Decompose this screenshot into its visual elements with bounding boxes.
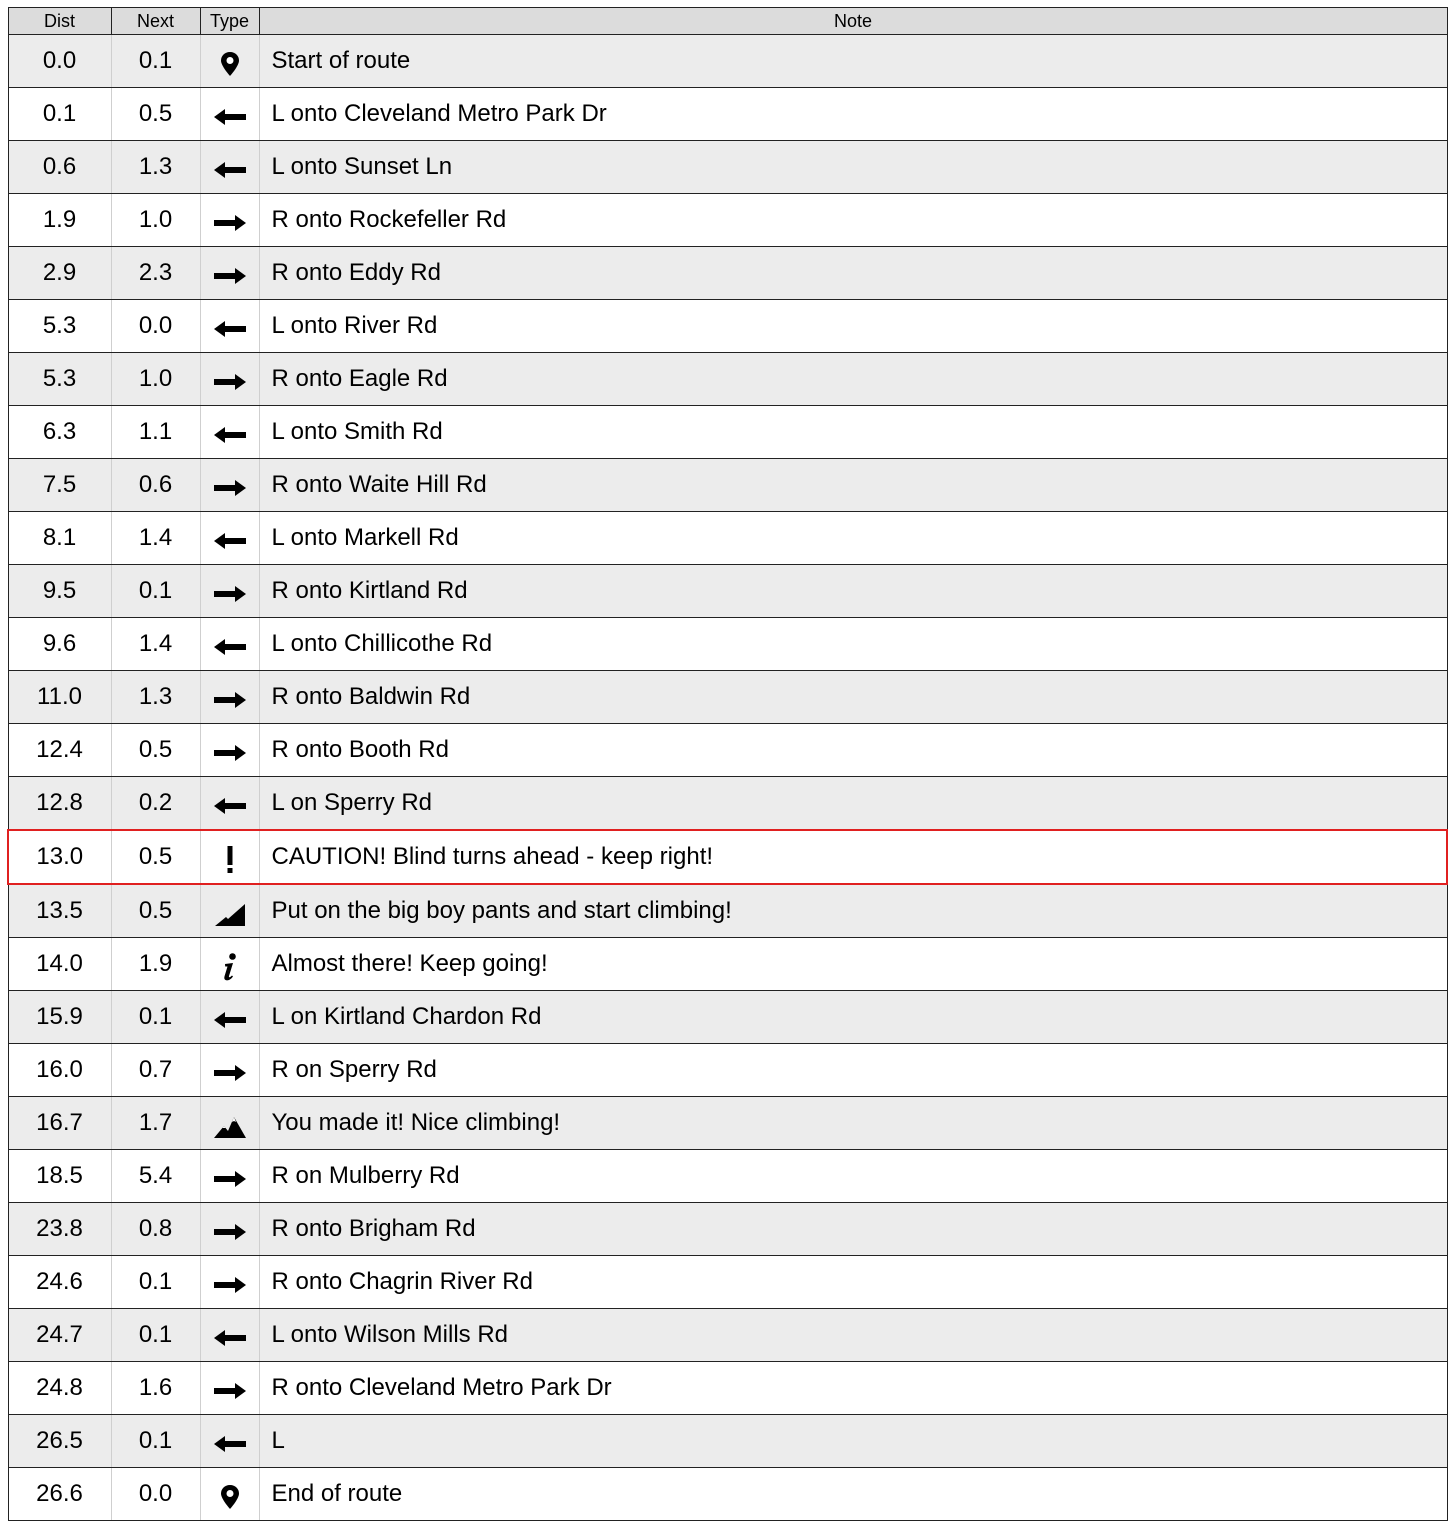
table-body: [8, 35, 1447, 1521]
left-arrow-icon: [201, 531, 259, 551]
table-row[interactable]: [8, 512, 1447, 565]
table-row-caution[interactable]: [8, 830, 1447, 884]
cell-type: [200, 938, 259, 991]
cell-type: [200, 88, 259, 141]
right-arrow-icon: [201, 1222, 259, 1242]
cell-type: [200, 247, 259, 300]
cell-dist: 9.6: [8, 618, 111, 671]
table-row[interactable]: [8, 1150, 1447, 1203]
left-arrow-icon: [201, 1328, 259, 1348]
cell-note: CAUTION! Blind turns ahead - keep right!: [259, 830, 1447, 884]
left-arrow-icon: [201, 107, 259, 127]
info-icon: [201, 952, 259, 982]
table-row[interactable]: [8, 1203, 1447, 1256]
header-row: [8, 8, 1447, 35]
right-arrow-icon: [201, 1063, 259, 1083]
cell-dist: 16.0: [8, 1044, 111, 1097]
cell-type: [200, 194, 259, 247]
cell-dist: 13.5: [8, 884, 111, 938]
cell-next: 1.4: [111, 512, 200, 565]
cell-type: [200, 1415, 259, 1468]
table-row[interactable]: [8, 938, 1447, 991]
cell-note: L onto Wilson Mills Rd: [259, 1309, 1447, 1362]
caution-icon: [201, 845, 259, 875]
cell-note: Put on the big boy pants and start climbing!: [259, 884, 1447, 938]
cell-note: L onto Smith Rd: [259, 406, 1447, 459]
cell-note: R onto Brigham Rd: [259, 1203, 1447, 1256]
cell-note: L: [259, 1415, 1447, 1468]
cell-type: [200, 1044, 259, 1097]
table-row[interactable]: [8, 777, 1447, 831]
cell-type: [200, 565, 259, 618]
cell-type: [200, 35, 259, 88]
cell-next: 0.5: [111, 724, 200, 777]
left-arrow-icon: [201, 1434, 259, 1454]
cell-next: 1.3: [111, 671, 200, 724]
left-arrow-icon: [201, 637, 259, 657]
table-row[interactable]: [8, 1309, 1447, 1362]
right-arrow-icon: [201, 213, 259, 233]
right-arrow-icon: [201, 743, 259, 763]
cell-next: 1.3: [111, 141, 200, 194]
summit-icon: [201, 1113, 259, 1139]
right-arrow-icon: [201, 1275, 259, 1295]
cell-type: [200, 141, 259, 194]
cell-next: 0.1: [111, 1309, 200, 1362]
table-row[interactable]: [8, 884, 1447, 938]
cell-note: L on Sperry Rd: [259, 777, 1447, 831]
table-row[interactable]: [8, 194, 1447, 247]
table-row[interactable]: [8, 35, 1447, 88]
table-row[interactable]: [8, 406, 1447, 459]
cell-dist: 5.3: [8, 353, 111, 406]
cell-type: [200, 724, 259, 777]
right-arrow-icon: [201, 1381, 259, 1401]
cell-dist: 24.8: [8, 1362, 111, 1415]
cell-next: 1.0: [111, 194, 200, 247]
cell-next: 1.9: [111, 938, 200, 991]
cell-note: R onto Cleveland Metro Park Dr: [259, 1362, 1447, 1415]
cell-dist: 15.9: [8, 991, 111, 1044]
cell-next: 5.4: [111, 1150, 200, 1203]
table-row[interactable]: [8, 88, 1447, 141]
cell-note: R onto Waite Hill Rd: [259, 459, 1447, 512]
left-arrow-icon: [201, 425, 259, 445]
cell-note: R onto Rockefeller Rd: [259, 194, 1447, 247]
cell-next: 0.0: [111, 1468, 200, 1521]
cell-dist: 26.6: [8, 1468, 111, 1521]
cell-dist: 9.5: [8, 565, 111, 618]
cell-type: [200, 884, 259, 938]
cell-note: L on Kirtland Chardon Rd: [259, 991, 1447, 1044]
cell-note: R onto Eddy Rd: [259, 247, 1447, 300]
cell-note: R on Sperry Rd: [259, 1044, 1447, 1097]
right-arrow-icon: [201, 690, 259, 710]
header-next[interactable]: Next: [111, 8, 200, 35]
cell-dist: 14.0: [8, 938, 111, 991]
table-row[interactable]: [8, 1097, 1447, 1150]
cell-note: L onto River Rd: [259, 300, 1447, 353]
cell-next: 0.1: [111, 1256, 200, 1309]
table-row[interactable]: [8, 1362, 1447, 1415]
left-arrow-icon: [201, 319, 259, 339]
cell-next: 0.1: [111, 565, 200, 618]
cell-next: 0.1: [111, 35, 200, 88]
cell-type: [200, 1256, 259, 1309]
table-row[interactable]: [8, 671, 1447, 724]
table-row[interactable]: [8, 565, 1447, 618]
cell-note: End of route: [259, 1468, 1447, 1521]
cell-next: 0.2: [111, 777, 200, 831]
cell-type: [200, 353, 259, 406]
header-type[interactable]: Type: [200, 8, 259, 35]
cell-type: [200, 406, 259, 459]
table-row[interactable]: [8, 353, 1447, 406]
table-row[interactable]: [8, 991, 1447, 1044]
table-row[interactable]: [8, 618, 1447, 671]
right-arrow-icon: [201, 584, 259, 604]
cell-next: 0.7: [111, 1044, 200, 1097]
cell-dist: 11.0: [8, 671, 111, 724]
cell-next: 0.1: [111, 991, 200, 1044]
cell-type: [200, 1309, 259, 1362]
cell-note: Almost there! Keep going!: [259, 938, 1447, 991]
cell-dist: 12.4: [8, 724, 111, 777]
cell-note: You made it! Nice climbing!: [259, 1097, 1447, 1150]
cell-dist: 23.8: [8, 1203, 111, 1256]
cell-dist: 24.6: [8, 1256, 111, 1309]
table-row[interactable]: [8, 459, 1447, 512]
cell-note: R onto Eagle Rd: [259, 353, 1447, 406]
cell-type: [200, 671, 259, 724]
cell-note: R onto Booth Rd: [259, 724, 1447, 777]
cell-type: [200, 777, 259, 831]
cell-type: [200, 618, 259, 671]
right-arrow-icon: [201, 266, 259, 286]
cell-note: R onto Baldwin Rd: [259, 671, 1447, 724]
cell-next: 1.0: [111, 353, 200, 406]
cell-dist: 12.8: [8, 777, 111, 831]
cell-dist: 16.7: [8, 1097, 111, 1150]
cell-dist: 7.5: [8, 459, 111, 512]
cell-dist: 13.0: [8, 830, 111, 884]
right-arrow-icon: [201, 478, 259, 498]
cell-type: [200, 512, 259, 565]
cell-type: [200, 1203, 259, 1256]
cell-next: 0.5: [111, 884, 200, 938]
cell-next: 1.7: [111, 1097, 200, 1150]
cell-next: 0.8: [111, 1203, 200, 1256]
map-pin-icon: [201, 51, 259, 77]
table-row[interactable]: [8, 300, 1447, 353]
cell-type: [200, 1362, 259, 1415]
cell-note: R onto Chagrin River Rd: [259, 1256, 1447, 1309]
cell-next: 0.1: [111, 1415, 200, 1468]
cell-type: [200, 1468, 259, 1521]
right-arrow-icon: [201, 372, 259, 392]
table-row[interactable]: [8, 1415, 1447, 1468]
header-dist[interactable]: Dist: [8, 8, 111, 35]
left-arrow-icon: [201, 160, 259, 180]
cell-note: Start of route: [259, 35, 1447, 88]
cell-dist: 24.7: [8, 1309, 111, 1362]
cell-dist: 1.9: [8, 194, 111, 247]
cell-dist: 18.5: [8, 1150, 111, 1203]
cell-type: [200, 830, 259, 884]
cell-next: 2.3: [111, 247, 200, 300]
table-row[interactable]: [8, 141, 1447, 194]
cell-type: [200, 1150, 259, 1203]
cell-type: [200, 300, 259, 353]
cell-next: 1.1: [111, 406, 200, 459]
cell-next: 0.5: [111, 88, 200, 141]
cell-dist: 0.6: [8, 141, 111, 194]
cell-dist: 8.1: [8, 512, 111, 565]
cell-next: 0.5: [111, 830, 200, 884]
cell-type: [200, 991, 259, 1044]
cell-next: 0.0: [111, 300, 200, 353]
right-arrow-icon: [201, 1169, 259, 1189]
cell-dist: 5.3: [8, 300, 111, 353]
left-arrow-icon: [201, 796, 259, 816]
cell-type: [200, 459, 259, 512]
cell-note: L onto Chillicothe Rd: [259, 618, 1447, 671]
cell-dist: 2.9: [8, 247, 111, 300]
cell-note: R onto Kirtland Rd: [259, 565, 1447, 618]
table-row[interactable]: [8, 1256, 1447, 1309]
cell-next: 0.6: [111, 459, 200, 512]
cell-dist: 0.1: [8, 88, 111, 141]
table-row[interactable]: [8, 1044, 1447, 1097]
left-arrow-icon: [201, 1010, 259, 1030]
cell-next: 1.4: [111, 618, 200, 671]
cell-note: L onto Sunset Ln: [259, 141, 1447, 194]
cell-note: L onto Markell Rd: [259, 512, 1447, 565]
climb-start-icon: [201, 901, 259, 927]
cell-note: L onto Cleveland Metro Park Dr: [259, 88, 1447, 141]
cell-note: R on Mulberry Rd: [259, 1150, 1447, 1203]
cell-type: [200, 1097, 259, 1150]
cell-dist: 6.3: [8, 406, 111, 459]
table-row[interactable]: [8, 247, 1447, 300]
cell-next: 1.6: [111, 1362, 200, 1415]
map-pin-icon: [201, 1484, 259, 1510]
table-row[interactable]: [8, 1468, 1447, 1521]
header-note[interactable]: Note: [259, 8, 1447, 35]
table-row[interactable]: [8, 724, 1447, 777]
table-header: [8, 8, 1447, 35]
cue-sheet-table: [7, 7, 1448, 1521]
cell-dist: 26.5: [8, 1415, 111, 1468]
cell-dist: 0.0: [8, 35, 111, 88]
